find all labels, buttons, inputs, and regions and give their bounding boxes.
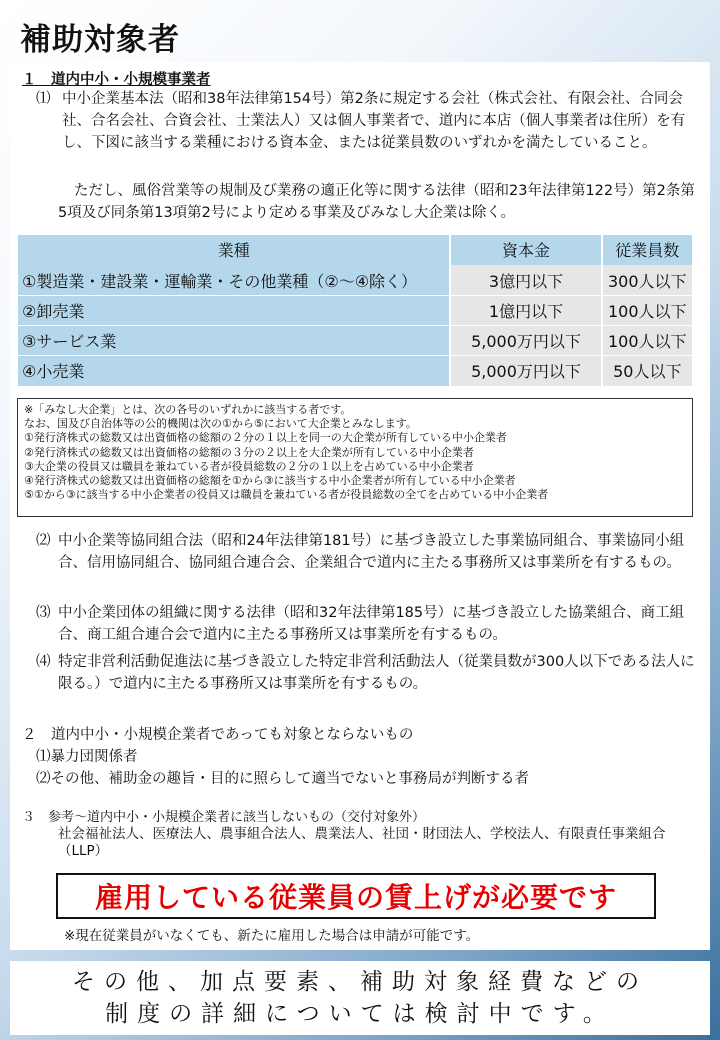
employees-cell: 100人以下: [603, 326, 692, 356]
footer-line1: その他、加点要素、補助対象経費などの: [72, 969, 648, 995]
item-number: ⑷: [36, 654, 51, 670]
note-line: ④発行済株式の総数又は出資価格の総額を①から③に該当する中小企業者が所有している中小企業者: [24, 474, 516, 488]
capital-cell: 5,000万円以下: [451, 356, 600, 386]
note-line: なお、国及び自治体等の公的機関は次の①から⑤において大企業とみなします。: [24, 417, 417, 431]
employees-cell: 50人以下: [603, 356, 692, 386]
deemed-large-company-note: [17, 398, 693, 517]
note-line: ①発行済株式の総数又は出資価格の総額の２分の１以上を同一の大企業が所有している中小企業者: [24, 431, 507, 445]
table-row: [18, 356, 692, 386]
wage-increase-banner: [56, 873, 656, 919]
section1-item2: [36, 530, 704, 574]
section2-item1: ⑴暴力団関係者: [36, 749, 138, 765]
wage-note: ※現在従業員がいなくても、新たに雇用した場合は申請が可能です。: [64, 928, 480, 944]
footer-line2: 制度の詳細については検討中です。: [105, 1001, 615, 1027]
industry-cell: ②卸売業: [18, 296, 449, 326]
section1-heading: １ 道内中小・小規模事業者: [22, 72, 211, 88]
table-row: [18, 326, 692, 356]
header-capital: 資本金: [451, 235, 600, 265]
item-number: ⑶: [36, 605, 51, 621]
note-line: ③大企業の役員又は職員を兼ねている者が役員総数の２分の１以上を占めている中小企業者: [24, 459, 474, 473]
note-line: ※「みなし大企業」とは、次の各号のいずれかに該当する者です。: [24, 403, 352, 416]
item-text: 中小企業団体の組織に関する法律（昭和32年法律第185号）に基づき設立した協業組合、商工組合、商工組合連合会で道内に主たる事務所又は事業所を有するもの。: [58, 605, 685, 643]
industry-cell: ④小売業: [18, 356, 449, 386]
section2-heading: ２ 道内中小・小規模企業者であっても対象とならないもの: [22, 727, 414, 743]
section3-heading: ３ 参考～道内中小・小規模企業者に該当しないもの（交付対象外）: [22, 810, 426, 825]
employees-cell: 100人以下: [603, 296, 692, 326]
business-type-table: [18, 235, 692, 386]
table-row: [18, 265, 692, 295]
section1-item4: [36, 651, 704, 695]
note-line: ⑤①から③に該当する中小企業者の役員又は職員を兼ねている者が役員総数の全てを占めている中小企業者: [24, 488, 549, 502]
wage-requirement-text: 雇用している従業員の賃上げが必要です: [94, 881, 617, 914]
item1-number: ⑴: [36, 91, 51, 107]
note-line: ②発行済株式の総数又は出資価格の総額の３分の２以上を大企業が所有している中小企業者: [24, 445, 474, 459]
item-number: ⑵: [36, 533, 51, 549]
section2-item2: ⑵その他、補助金の趣旨・目的に照らして適当でないと事務局が判断する者: [36, 771, 529, 787]
item-text: 中小企業等協同組合法（昭和24年法律第181号）に基づき設立した事業協同組合、事業協同小組合、信用協同組合、協同組合連合会、企業組合で道内に主たる事務所又は事業所を有するもの。: [58, 533, 685, 571]
header-employees: 従業員数: [603, 235, 692, 265]
footer-notice: [10, 961, 710, 1035]
page-title: 補助対象者: [20, 22, 180, 58]
capital-cell: 3億円以下: [451, 265, 600, 295]
section1-item1: [36, 88, 700, 154]
section1-item3: [36, 602, 704, 646]
employees-cell: 300人以下: [603, 265, 692, 295]
section1-item1-note: ただし、風俗営業等の規制及び業務の適正化等に関する法律（昭和23年法律第122号）第2条第5項及び同条第13項第2号により定める事業及びみなし大企業は除く。: [58, 183, 695, 221]
section3-body: 社会福祉法人、医療法人、農事組合法人、農業法人、社団・財団法人、学校法人、有限責任事業組合（LLP）: [58, 826, 666, 859]
item-text: 特定非営利活動促進法に基づき設立した特定非営利活動法人（従業員数が300人以下である法人に限る。）で道内に主たる事務所又は事業所を有するもの。: [58, 654, 695, 692]
industry-cell: ①製造業・建設業・運輸業・その他業種（②～④除く）: [18, 265, 449, 295]
industry-cell: ③サービス業: [18, 326, 449, 356]
table-header-row: [18, 235, 692, 265]
header-industry: 業種: [18, 235, 449, 265]
item1-text: 中小企業基本法（昭和38年法律第154号）第2条に規定する会社（株式会社、有限会社、合同会社、合名会社、合資会社、士業法人）又は個人事業者で、道内に本店（個人事業者は住所）を有し、下図に該当する業種における資本金、または従業員数のいずれかを満たしていること。: [62, 91, 686, 151]
capital-cell: 1億円以下: [451, 296, 600, 326]
capital-cell: 5,000万円以下: [451, 326, 600, 356]
table-row: [18, 296, 692, 326]
